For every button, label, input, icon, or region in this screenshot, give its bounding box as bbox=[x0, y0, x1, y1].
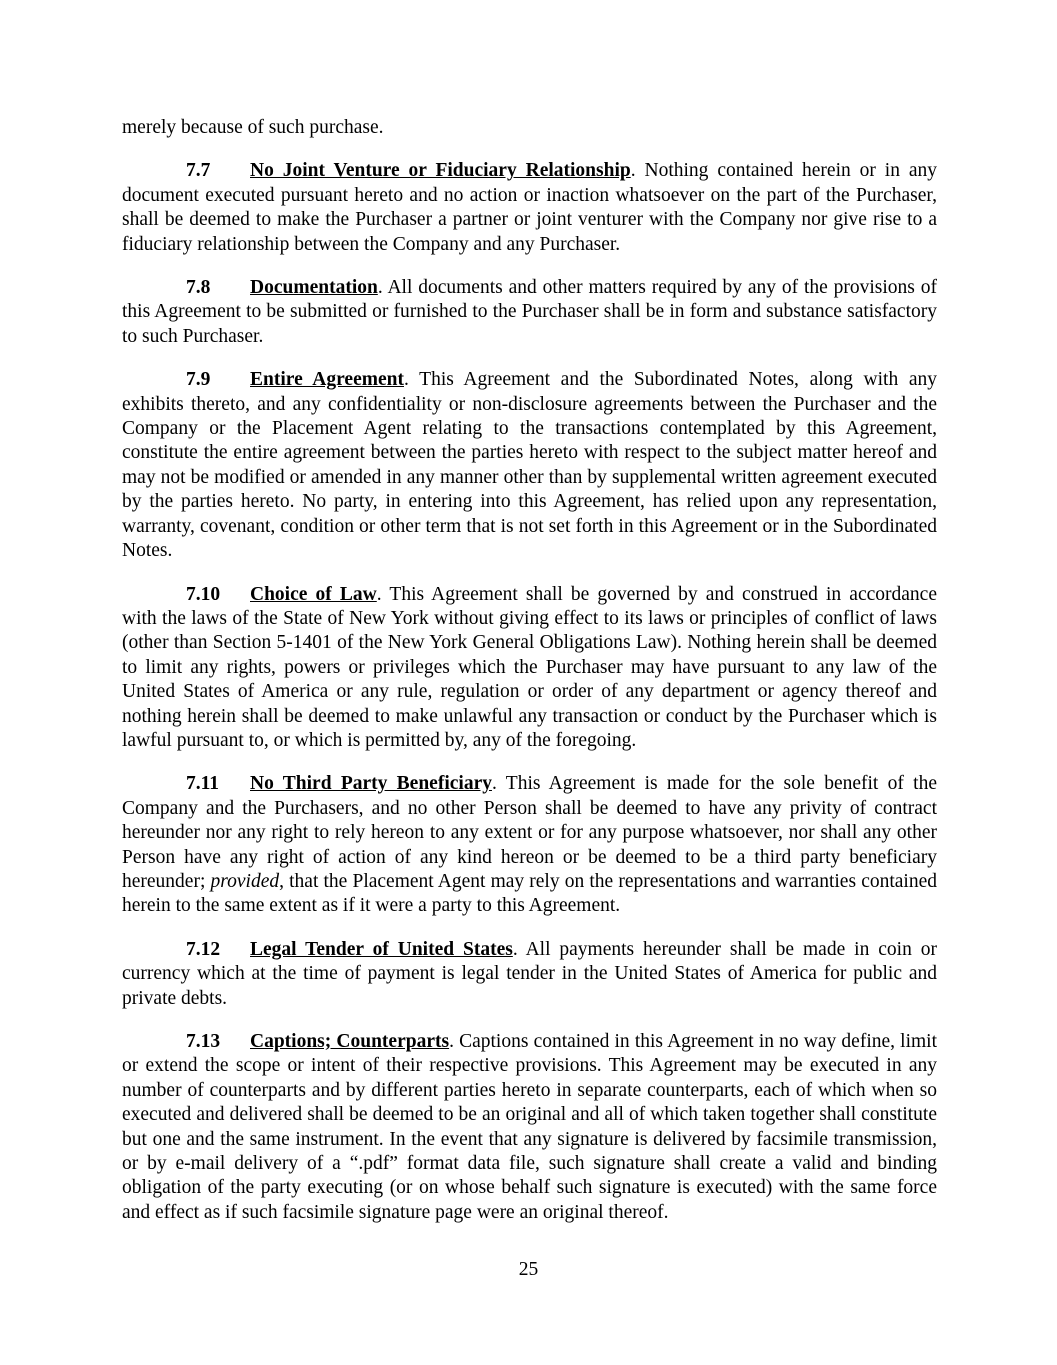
section-7-12 bbox=[122, 938, 937, 1011]
section-body: . Captions contained in this Agreement in no way define, limit or extend the scope or intent of their respective provisions. This Agreement may be executed in any number of counterparts and by different parties hereto in separate counterparts, each of which when so executed and delivered shall be deemed to be an original and all of which taken together shall constitute but one and the same instrument. In the event that any signature is delivered by facsimile transmission, or by e-mail delivery of a “.pdf” format data file, such signature shall create a valid and binding obligation of the party executing (or on whose behalf such signature is executed) with the same force and effect as if such facsimile signature page were an original thereof. bbox=[122, 1031, 937, 1223]
section-number: 7.10 bbox=[186, 583, 221, 605]
section-body: . This Agreement and the Subordinated Notes, along with any exhibits thereto, and any confidentiality or non-disclosure agreements between the Purchaser and the Company or the Placement Agent relating to the transactions contemplated by this Agreement, constitute the entire agreement between the parties hereto with respect to the subject matter hereof and may not be modified or amended in any manner other than by supplemental written agreement executed by the parties hereto. No party, in entering into this Agreement, has relied upon any representation, warranty, covenant, condition or other term that is not set forth in this Agreement or in the Subordinated Notes. bbox=[122, 369, 938, 562]
section-body: . All payments hereunder shall be made in coin or currency which at the time of payment is legal tender in the United States of America for public and private debts. bbox=[122, 938, 937, 1009]
section-7-13 bbox=[122, 1030, 937, 1225]
section-number: 7.12 bbox=[186, 938, 221, 960]
section-7-7 bbox=[122, 159, 937, 257]
section-number: 7.11 bbox=[186, 773, 220, 795]
section-heading: No Joint Venture or Fiduciary Relationship bbox=[250, 160, 631, 182]
continuation-text: merely because of such purchase. bbox=[122, 117, 384, 138]
section-number: 7.8 bbox=[186, 277, 211, 299]
section-body: . This Agreement is made for the sole benefit of the Company and the Purchasers, and no other Person shall be deemed to have any privity of contract hereunder nor any right to rely hereon to any extent or for any purpose whatsoever, nor shall any other Person have any right of action of any kind hereon or be deemed to be a third party beneficiary hereunder; bbox=[122, 773, 937, 892]
section-7-9 bbox=[122, 368, 937, 563]
section-number: 7.9 bbox=[186, 369, 211, 391]
section-heading: Captions; Counterparts bbox=[250, 1031, 450, 1052]
section-heading: Legal Tender of United States bbox=[250, 938, 513, 960]
section-heading: No Third Party Beneficiary bbox=[250, 773, 492, 795]
page-number: 25 bbox=[518, 1259, 539, 1280]
section-body-italic: provided bbox=[210, 870, 280, 892]
section-heading: Documentation bbox=[250, 277, 378, 299]
section-heading: Choice of Law bbox=[250, 583, 377, 605]
section-7-11 bbox=[122, 772, 937, 918]
section-number: 7.7 bbox=[186, 160, 211, 182]
section-body: . All documents and other matters required by any of the provisions of this Agreement to be submitted or furnished to the Purchaser shall be in form and substance satisfactory to such Purchaser. bbox=[122, 277, 937, 347]
paragraph-continuation bbox=[122, 116, 937, 140]
section-7-10 bbox=[122, 583, 937, 754]
section-heading: Entire Agreement bbox=[250, 369, 404, 391]
section-body: . Nothing contained herein or in any document executed pursuant hereto and no action or inaction whatsoever on the part of the Purchaser, shall be deemed to make the Purchaser a partner or joint venturer with the Company nor give rise to a fiduciary relationship between the Company and any Purchaser. bbox=[122, 160, 938, 255]
section-body: . This Agreement shall be governed by and construed in accordance with the laws of the State of New York without giving effect to its laws or principles of conflict of laws (other than Section 5-1401 of the New York General Obligations Law). Nothing herein shall be deemed to limit any rights, powers or privileges which the Purchaser may have pursuant to any law of the United States of America or any rule, regulation or order of any department or agency thereof and nothing herein shall be deemed to make unlawful any transaction or conduct by the Purchaser which is lawful pursuant to, or which is permitted by, any of the foregoing. bbox=[122, 583, 937, 751]
section-body: , that the Placement Agent may rely on the representations and warranties contained herein to the same extent as if it were a party to this Agreement. bbox=[122, 870, 937, 917]
page-body-text bbox=[122, 116, 937, 1244]
section-7-8 bbox=[122, 276, 937, 349]
section-number: 7.13 bbox=[186, 1031, 221, 1052]
